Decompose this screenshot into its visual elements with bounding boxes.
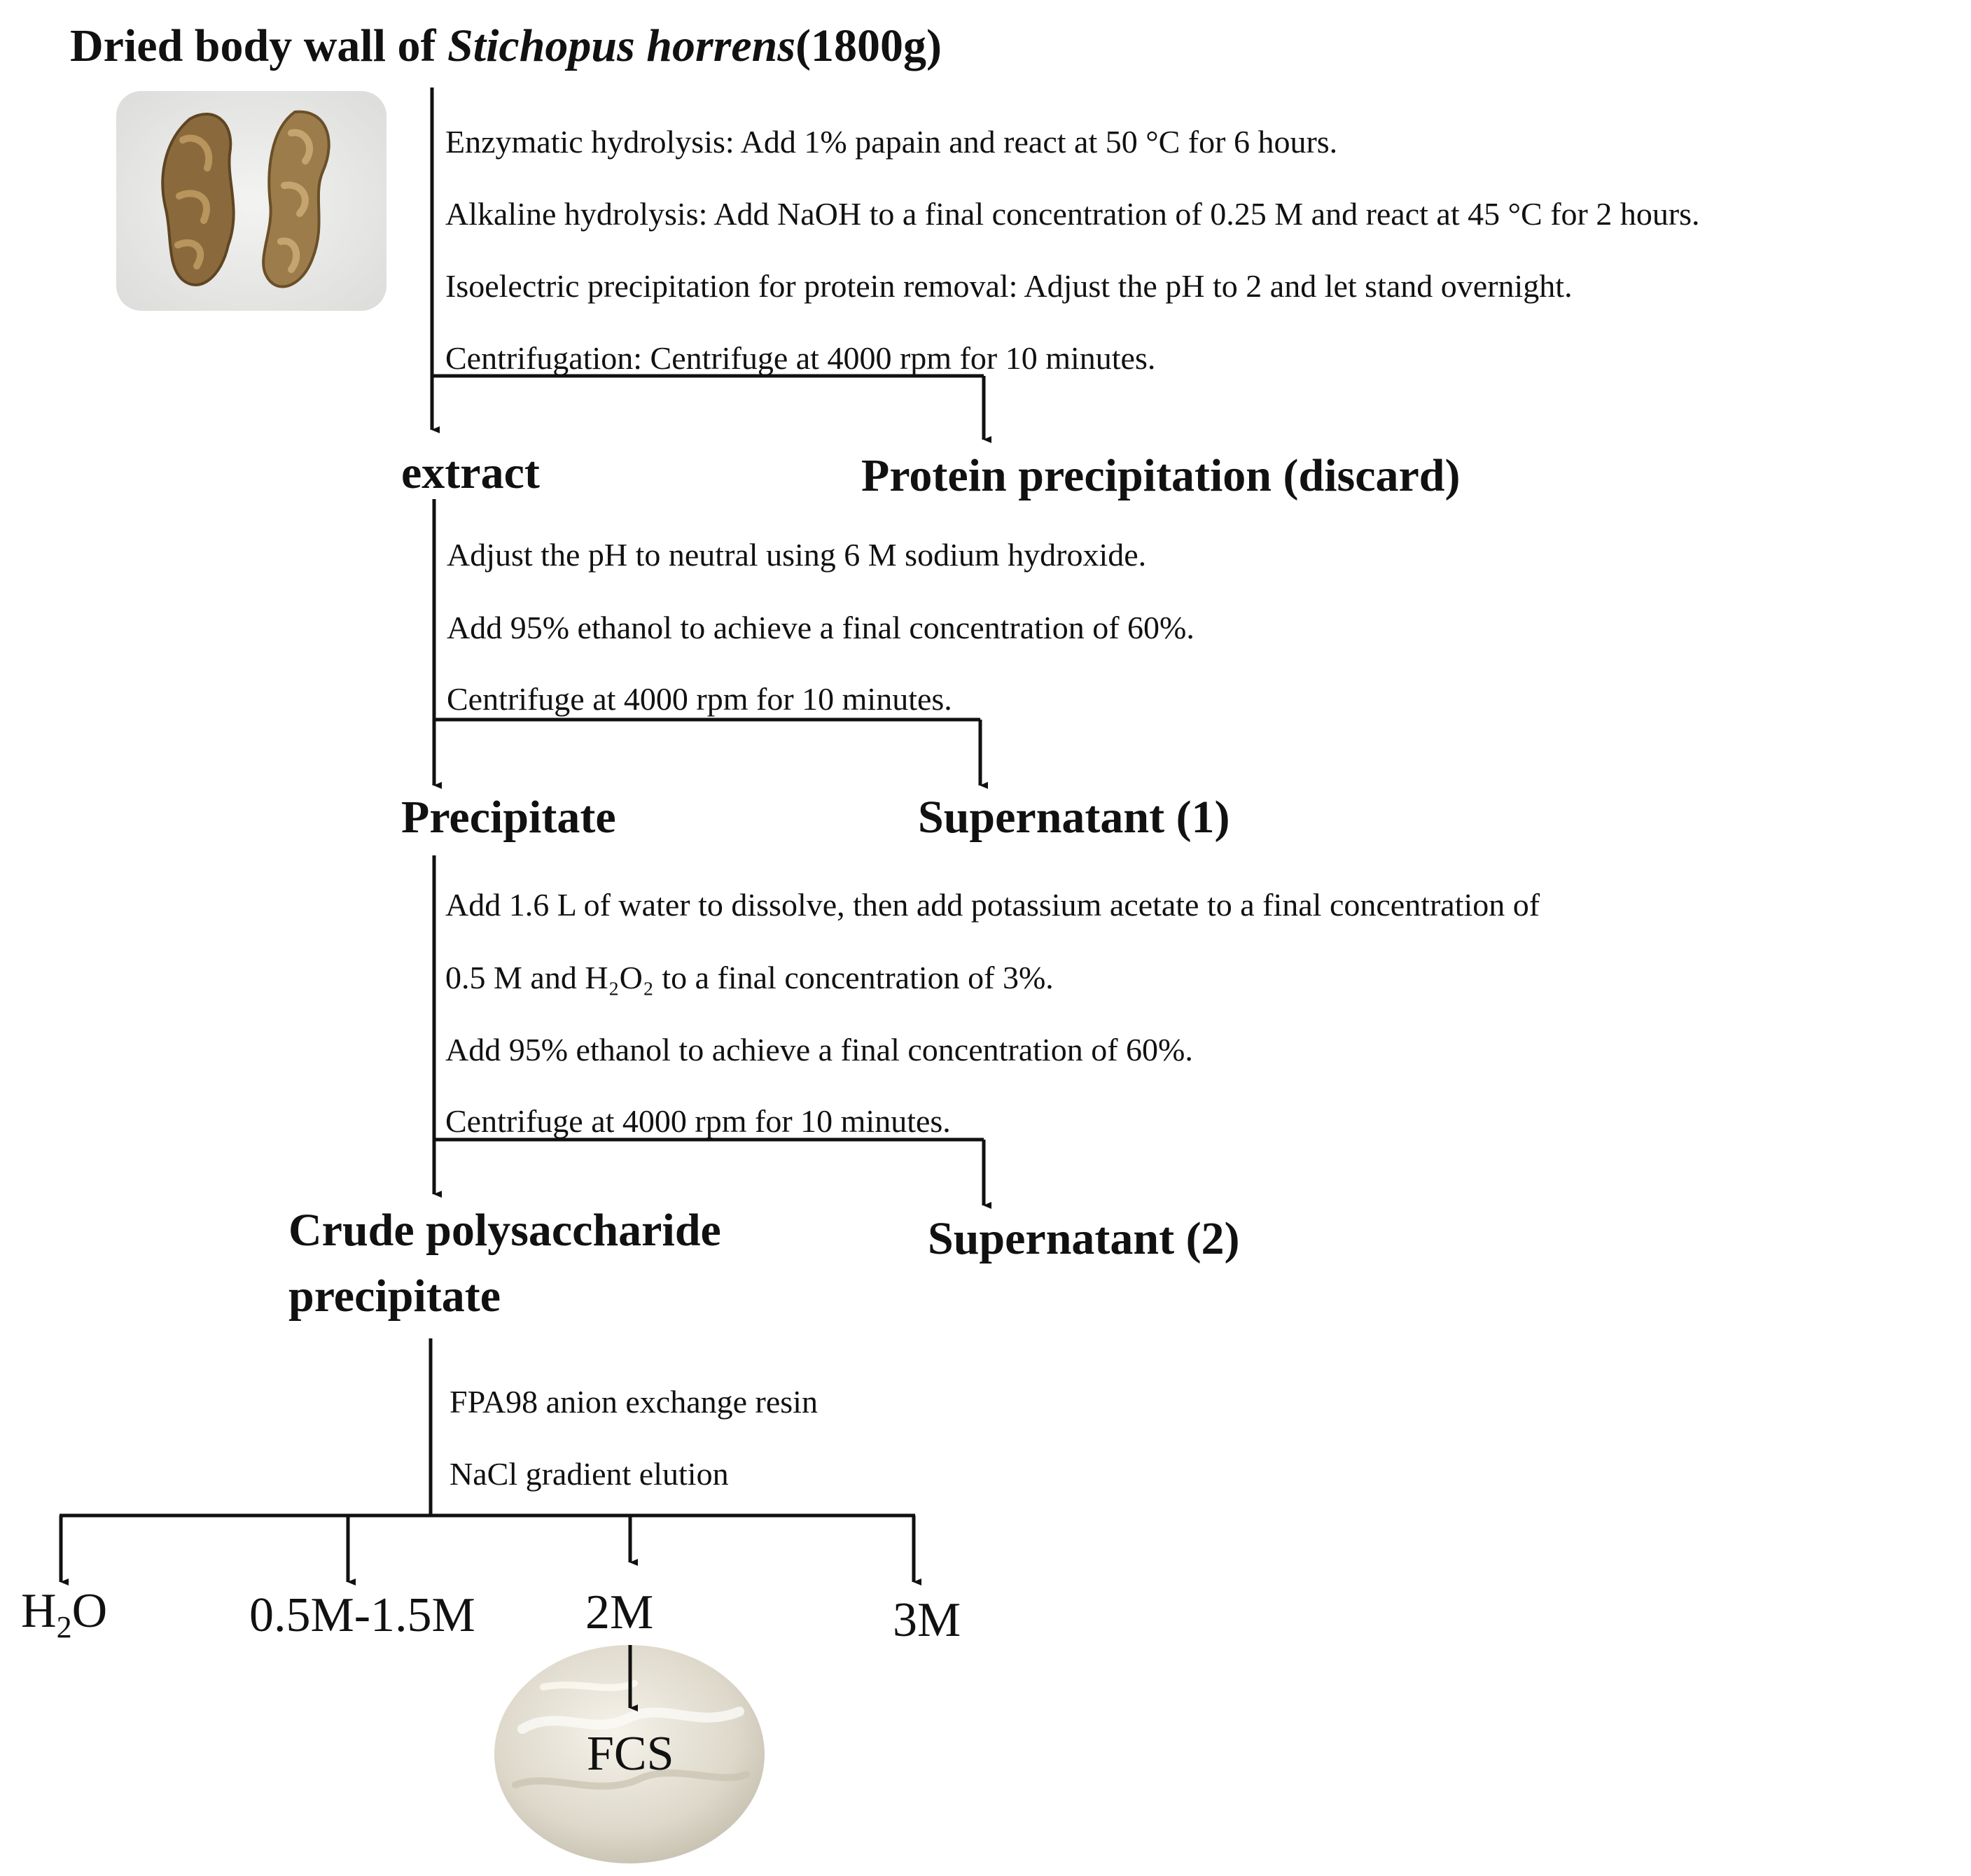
stage1-step-4: Centrifugation: Centrifuge at 4000 rpm for 10 minutes. [445, 340, 1156, 376]
stage2-step-2: Add 95% ethanol to achieve a final concentration of 60%. [447, 610, 1195, 645]
stage1-step-2: Alkaline hydrolysis: Add NaOH to a final concentration of 0.25 M and react at 45 °C for 2 hours. [445, 196, 1700, 232]
stage3-step-3: Add 95% ethanol to achieve a final concentration of 60%. [445, 1032, 1193, 1068]
extract-label: extract [401, 447, 540, 498]
precipitate-label: Precipitate [401, 792, 616, 843]
fraction-0-5-1-5m-label: 0.5M-1.5M [249, 1588, 475, 1642]
protein-precipitation-label: Protein precipitation (discard) [861, 450, 1461, 501]
stage1-step-3: Isoelectric precipitation for protein removal: Adjust the pH to 2 and let stand overnight. [445, 268, 1573, 304]
stage3-step-2: 0.5 M and H₂O₂ to a final concentration of 3%. [445, 960, 1054, 995]
water-o: O [71, 1584, 108, 1638]
stage4-step-1: FPA98 anion exchange resin [450, 1384, 818, 1420]
fraction-3m-label: 3M [893, 1593, 961, 1647]
water-h: H [21, 1584, 57, 1638]
fraction-2m-label: 2M [585, 1586, 654, 1639]
title-prefix: Dried body wall of [70, 20, 448, 71]
stage3-step-4: Centrifuge at 4000 rpm for 10 minutes. [445, 1103, 951, 1139]
supernatant-1-label: Supernatant (1) [918, 792, 1230, 843]
title-species: Stichopus horrens [447, 20, 796, 71]
water-subscript: 2 [56, 1610, 72, 1644]
fcs-label: FCS [587, 1727, 674, 1781]
supernatant-2-label: Supernatant (2) [928, 1213, 1240, 1264]
stage1-step-1: Enzymatic hydrolysis: Add 1% papain and react at 50 °C for 6 hours. [445, 124, 1338, 160]
title-suffix: (1800g) [795, 20, 942, 71]
stage2-step-3: Centrifuge at 4000 rpm for 10 minutes. [447, 681, 952, 717]
stage3-step-1: Add 1.6 L of water to dissolve, then add potassium acetate to a final concentration of [445, 887, 1540, 923]
crude-polysaccharide-label-line1: Crude polysaccharide [288, 1205, 721, 1256]
stage4-step-2: NaCl gradient elution [450, 1456, 729, 1492]
crude-polysaccharide-label-line2: precipitate [288, 1270, 501, 1322]
stage2-step-1: Adjust the pH to neutral using 6 M sodium hydroxide. [447, 537, 1147, 573]
